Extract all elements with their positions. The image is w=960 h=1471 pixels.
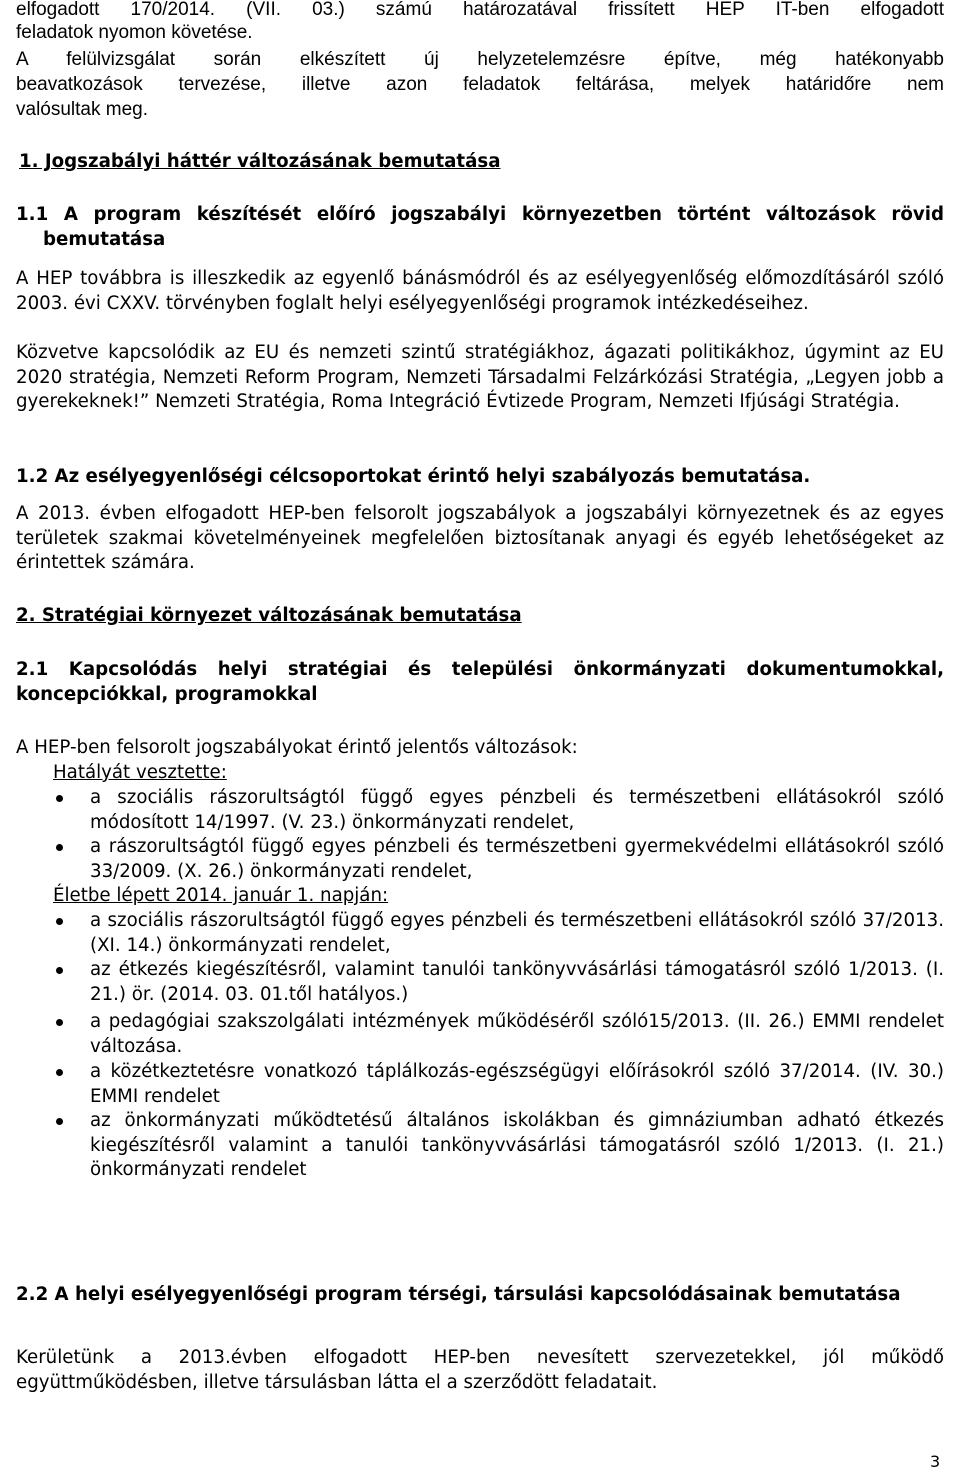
bullet-icon: [56, 918, 63, 925]
list-item: [90, 1109, 944, 1183]
list-item: [90, 835, 944, 884]
list-item: [90, 958, 944, 1007]
section-2-2-paragraph-1: Kerületünk a 2013.évben elfogadott HEP-ben nevesített szervezetekkel, jól működő együttműködésben, illetve társulásban látta el a szerződött feladatait.: [16, 1347, 944, 1393]
repealed-label: Hatályát vesztette:: [53, 762, 227, 783]
section-1-2-paragraph-1: A 2013. évben elfogadott HEP-ben felsorolt jogszabályok a jogszabályi környezetnek és az egyes területek szakmai követelményeinek megfelelően biztosítanak anyagi és egyéb lehetőségeket az érintettek számára.: [16, 503, 944, 573]
list-item-text: a közétkeztetésre vonatkozó táplálkozás-egészségügyi előírásokról szóló 37/2014. (IV. 30.) EMMI rendelet: [90, 1061, 944, 1107]
bullet-icon: [56, 795, 63, 802]
intro-line-3: A felülvizsgálat során elkészített új helyzetelemzésre építve, még hatékonyabb: [16, 49, 944, 70]
section-2-2-heading: 2.2 A helyi esélyegyenlőségi program térségi, társulási kapcsolódásainak bemutatása: [16, 1284, 901, 1305]
effective-label: Életbe lépett 2014. január 1. napján:: [53, 885, 389, 906]
intro-line-2: feladatok nyomon követése.: [16, 22, 253, 43]
bullet-icon: [56, 1069, 63, 1076]
list-item: [90, 786, 944, 835]
list-item-text: a rászorultságtól függő egyes pénzbeli és természetbeni gyermekvédelmi ellátásokról szóló 33/2009. (X. 26.) önkormányzati rendelet,: [90, 836, 944, 882]
page-number: 3: [930, 1452, 941, 1471]
intro-line-5: valósultak meg.: [16, 99, 149, 120]
list-item-text: az önkormányzati működtetésű általános iskolákban és gimnáziumban adható étkezés kiegészítésről valamint a tanulói tankönyvvásárlási támogatásról szóló 1/2013. (I. 21.) önkormányzati rendelet: [90, 1110, 944, 1180]
bullet-icon: [56, 844, 63, 851]
list-item-text: az étkezés kiegészítésről, valamint tanulói tankönyvvásárlási támogatásról szóló 1/2013. (I. 21.) ör. (2014. 03. 01.től hatályos.): [90, 959, 944, 1005]
section-2-1-heading: 2.1 Kapcsolódás helyi stratégiai és települési önkormányzati dokumentumokkal, koncepciókkal, programokkal: [16, 659, 944, 705]
section-2-heading: 2. Stratégiai környezet változásának bemutatása: [16, 605, 522, 626]
list-item-text: a szociális rászorultságtól függő egyes pénzbeli és természetbeni ellátásokról szóló 37/2013. (XI. 14.) önkormányzati rendelet,: [90, 910, 944, 956]
section-1-heading: 1. Jogszabályi háttér változásának bemutatása: [19, 151, 501, 172]
list-item: [90, 1060, 944, 1109]
section-1-2-heading: 1.2 Az esélyegyenlőségi célcsoportokat érintő helyi szabályozás bemutatása.: [16, 466, 811, 487]
bullet-icon: [56, 1118, 63, 1125]
section-2-1-intro: A HEP-ben felsorolt jogszabályokat érintő jelentős változások:: [16, 737, 578, 758]
list-item: [90, 909, 944, 958]
bullet-icon: [56, 967, 63, 974]
list-item: [90, 1010, 944, 1059]
intro-line-4: beavatkozások tervezése, illetve azon feladatok feltárása, melyek határidőre nem: [16, 74, 944, 95]
list-item-text: a pedagógiai szakszolgálati intézmények működéséről szóló15/2013. (II. 26.) EMMI rendelet változása.: [90, 1011, 944, 1057]
bullet-icon: [56, 1019, 63, 1026]
list-item-text: a szociális rászorultságtól függő egyes pénzbeli és természetbeni ellátásokról szóló módosított 14/1997. (V. 23.) önkormányzati rendelet,: [90, 787, 944, 833]
section-1-1-paragraph-2: Közvetve kapcsolódik az EU és nemzeti szintű stratégiákhoz, ágazati politikákhoz, úgymint az EU 2020 stratégia, Nemzeti Reform Program, Nemzeti Társadalmi Felzárkózási Stratégia, „Legyen jobb a gyerekeknek!” Nemzeti Stratégia, Roma Integráció Évtizede Program, Nemzeti Ifjúsági Stratégia.: [16, 342, 944, 412]
intro-line-1: elfogadott 170/2014. (VII. 03.) számú határozatával frissített HEP IT-ben elfogadott: [16, 0, 944, 20]
section-1-1-heading: 1.1 A program készítését előíró jogszabályi környezetben történt változások rövid bemutatása: [16, 204, 944, 250]
section-1-1-paragraph-1: A HEP továbbra is illeszkedik az egyenlő bánásmódról és az esélyegyenlőség előmozdításáról szóló 2003. évi CXXV. törvényben foglalt helyi esélyegyenlőségi programok intézkedéseihez.: [16, 268, 944, 314]
